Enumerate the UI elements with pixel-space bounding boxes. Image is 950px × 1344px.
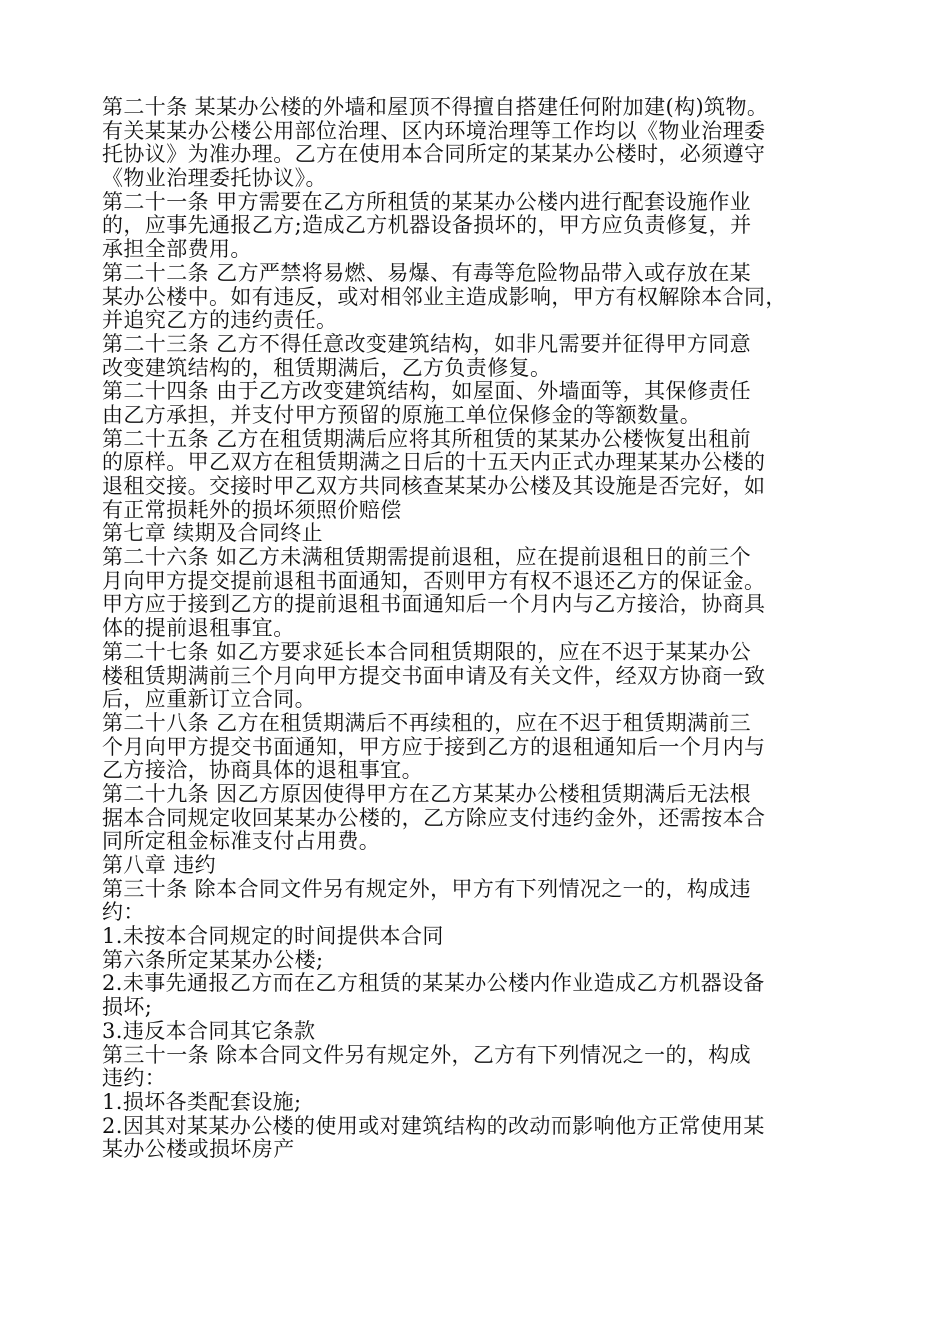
text-line: 《物业治理委托协议》。 [102, 166, 327, 191]
text-line: 的，应事先通报乙方;造成乙方机器设备损坏的，甲方应负责修复，并 [102, 213, 752, 238]
chapter-heading: 第八章 违约 [102, 853, 217, 877]
text-line: 有关某某办公楼公用部位治理、区内环境治理等工作均以《物业治理委 [102, 118, 766, 143]
text-line: 第六条所定某某办公楼; [102, 947, 324, 972]
text-line: 据本合同规定收回某某办公楼的，乙方除应支付违约金外，还需按本合 [102, 805, 766, 830]
text-line: 月向甲方提交提前退租书面通知，否则甲方有权不退还乙方的保证金。 [102, 568, 766, 593]
text-line: 约： [102, 900, 145, 925]
text-line: 第二十五条 乙方在租赁期满后应将其所租赁的某某办公楼恢复出租前 [102, 426, 752, 451]
text-line: 甲方应于接到乙方的提前退租书面通知后一个月内与乙方接洽，协商具 [102, 592, 766, 617]
text-line: 后，应重新订立合同。 [102, 687, 316, 712]
text-line: 第二十七条 如乙方要求延长本合同租赁期限的，应在不迟于某某办公 [102, 639, 752, 664]
text-line: 改变建筑结构的，租赁期满后，乙方负责修复。 [102, 355, 552, 380]
text-line: 并追究乙方的违约责任。 [102, 308, 338, 333]
text-line: 体的提前退租事宜。 [102, 616, 295, 641]
text-line: 承担全部费用。 [102, 237, 252, 262]
text-line: 第二十六条 如乙方未满租赁期需提前退租，应在提前退租日的前三个 [102, 545, 752, 570]
text-line: 第二十八条 乙方在租赁期满后不再续租的，应在不迟于租赁期满前三 [102, 710, 752, 735]
document-body [102, 96, 862, 1162]
text-line: 违约： [102, 1066, 167, 1091]
text-line: 个月向甲方提交书面通知，甲方应于接到乙方的退租通知后一个月内与 [102, 734, 766, 759]
text-line: 损坏; [102, 995, 153, 1020]
text-line: 第二十条 某某办公楼的外墙和屋顶不得擅自搭建任何附加建(构)筑物。 [102, 95, 769, 119]
chapter-heading: 第七章 续期及合同终止 [102, 521, 324, 546]
list-item: 3.违反本合同其它条款 [102, 1018, 316, 1043]
text-line: 第二十二条 乙方严禁将易燃、易爆、有毒等危险物品带入或存放在某 [102, 260, 752, 285]
text-line: 托协议》为准办理。乙方在使用本合同所定的某某办公楼时，必须遵守 [102, 142, 766, 167]
list-item: 2.未事先通报乙方而在乙方租赁的某某办公楼内作业造成乙方机器设备 [102, 971, 765, 996]
text-line: 第三十一条 除本合同文件另有规定外，乙方有下列情况之一的，构成 [102, 1042, 752, 1067]
text-line: 第二十九条 因乙方原因使得甲方在乙方某某办公楼租赁期满后无法根 [102, 781, 752, 806]
text-line: 第三十条 除本合同文件另有规定外，甲方有下列情况之一的，构成违 [102, 876, 752, 901]
text-line: 由乙方承担，并支付甲方预留的原施工单位保修金的等额数量。 [102, 402, 702, 427]
text-line: 同所定租金标准支付占用费。 [102, 829, 381, 854]
text-line: 的原样。甲乙双方在租赁期满之日后的十五天内正式办理某某办公楼的 [102, 450, 766, 475]
text-line: 乙方接洽，协商具体的退租事宜。 [102, 758, 423, 783]
text-line: 某办公楼中。如有违反，或对相邻业主造成影响，甲方有权解除本合同， [102, 284, 787, 309]
text-line: 某办公楼或损坏房产 [102, 1137, 295, 1162]
text-line: 有正常损耗外的损坏须照价赔偿 [102, 497, 402, 522]
text-line: 楼租赁期满前三个月向甲方提交书面申请及有关文件，经双方协商一致 [102, 663, 766, 688]
text-line: 第二十一条 甲方需要在乙方所租赁的某某办公楼内进行配套设施作业 [102, 189, 752, 214]
list-item: 1.未按本合同规定的时间提供本合同 [102, 924, 444, 949]
list-item: 1.损坏各类配套设施; [102, 1089, 302, 1114]
list-item: 2.因其对某某办公楼的使用或对建筑结构的改动而影响他方正常使用某 [102, 1113, 765, 1138]
text-line: 退租交接。交接时甲乙双方共同核查某某办公楼及其设施是否完好，如 [102, 474, 766, 498]
text-line: 第二十四条 由于乙方改变建筑结构，如屋面、外墙面等，其保修责任 [102, 379, 752, 404]
text-line: 第二十三条 乙方不得任意改变建筑结构，如非凡需要并征得甲方同意 [102, 331, 752, 356]
